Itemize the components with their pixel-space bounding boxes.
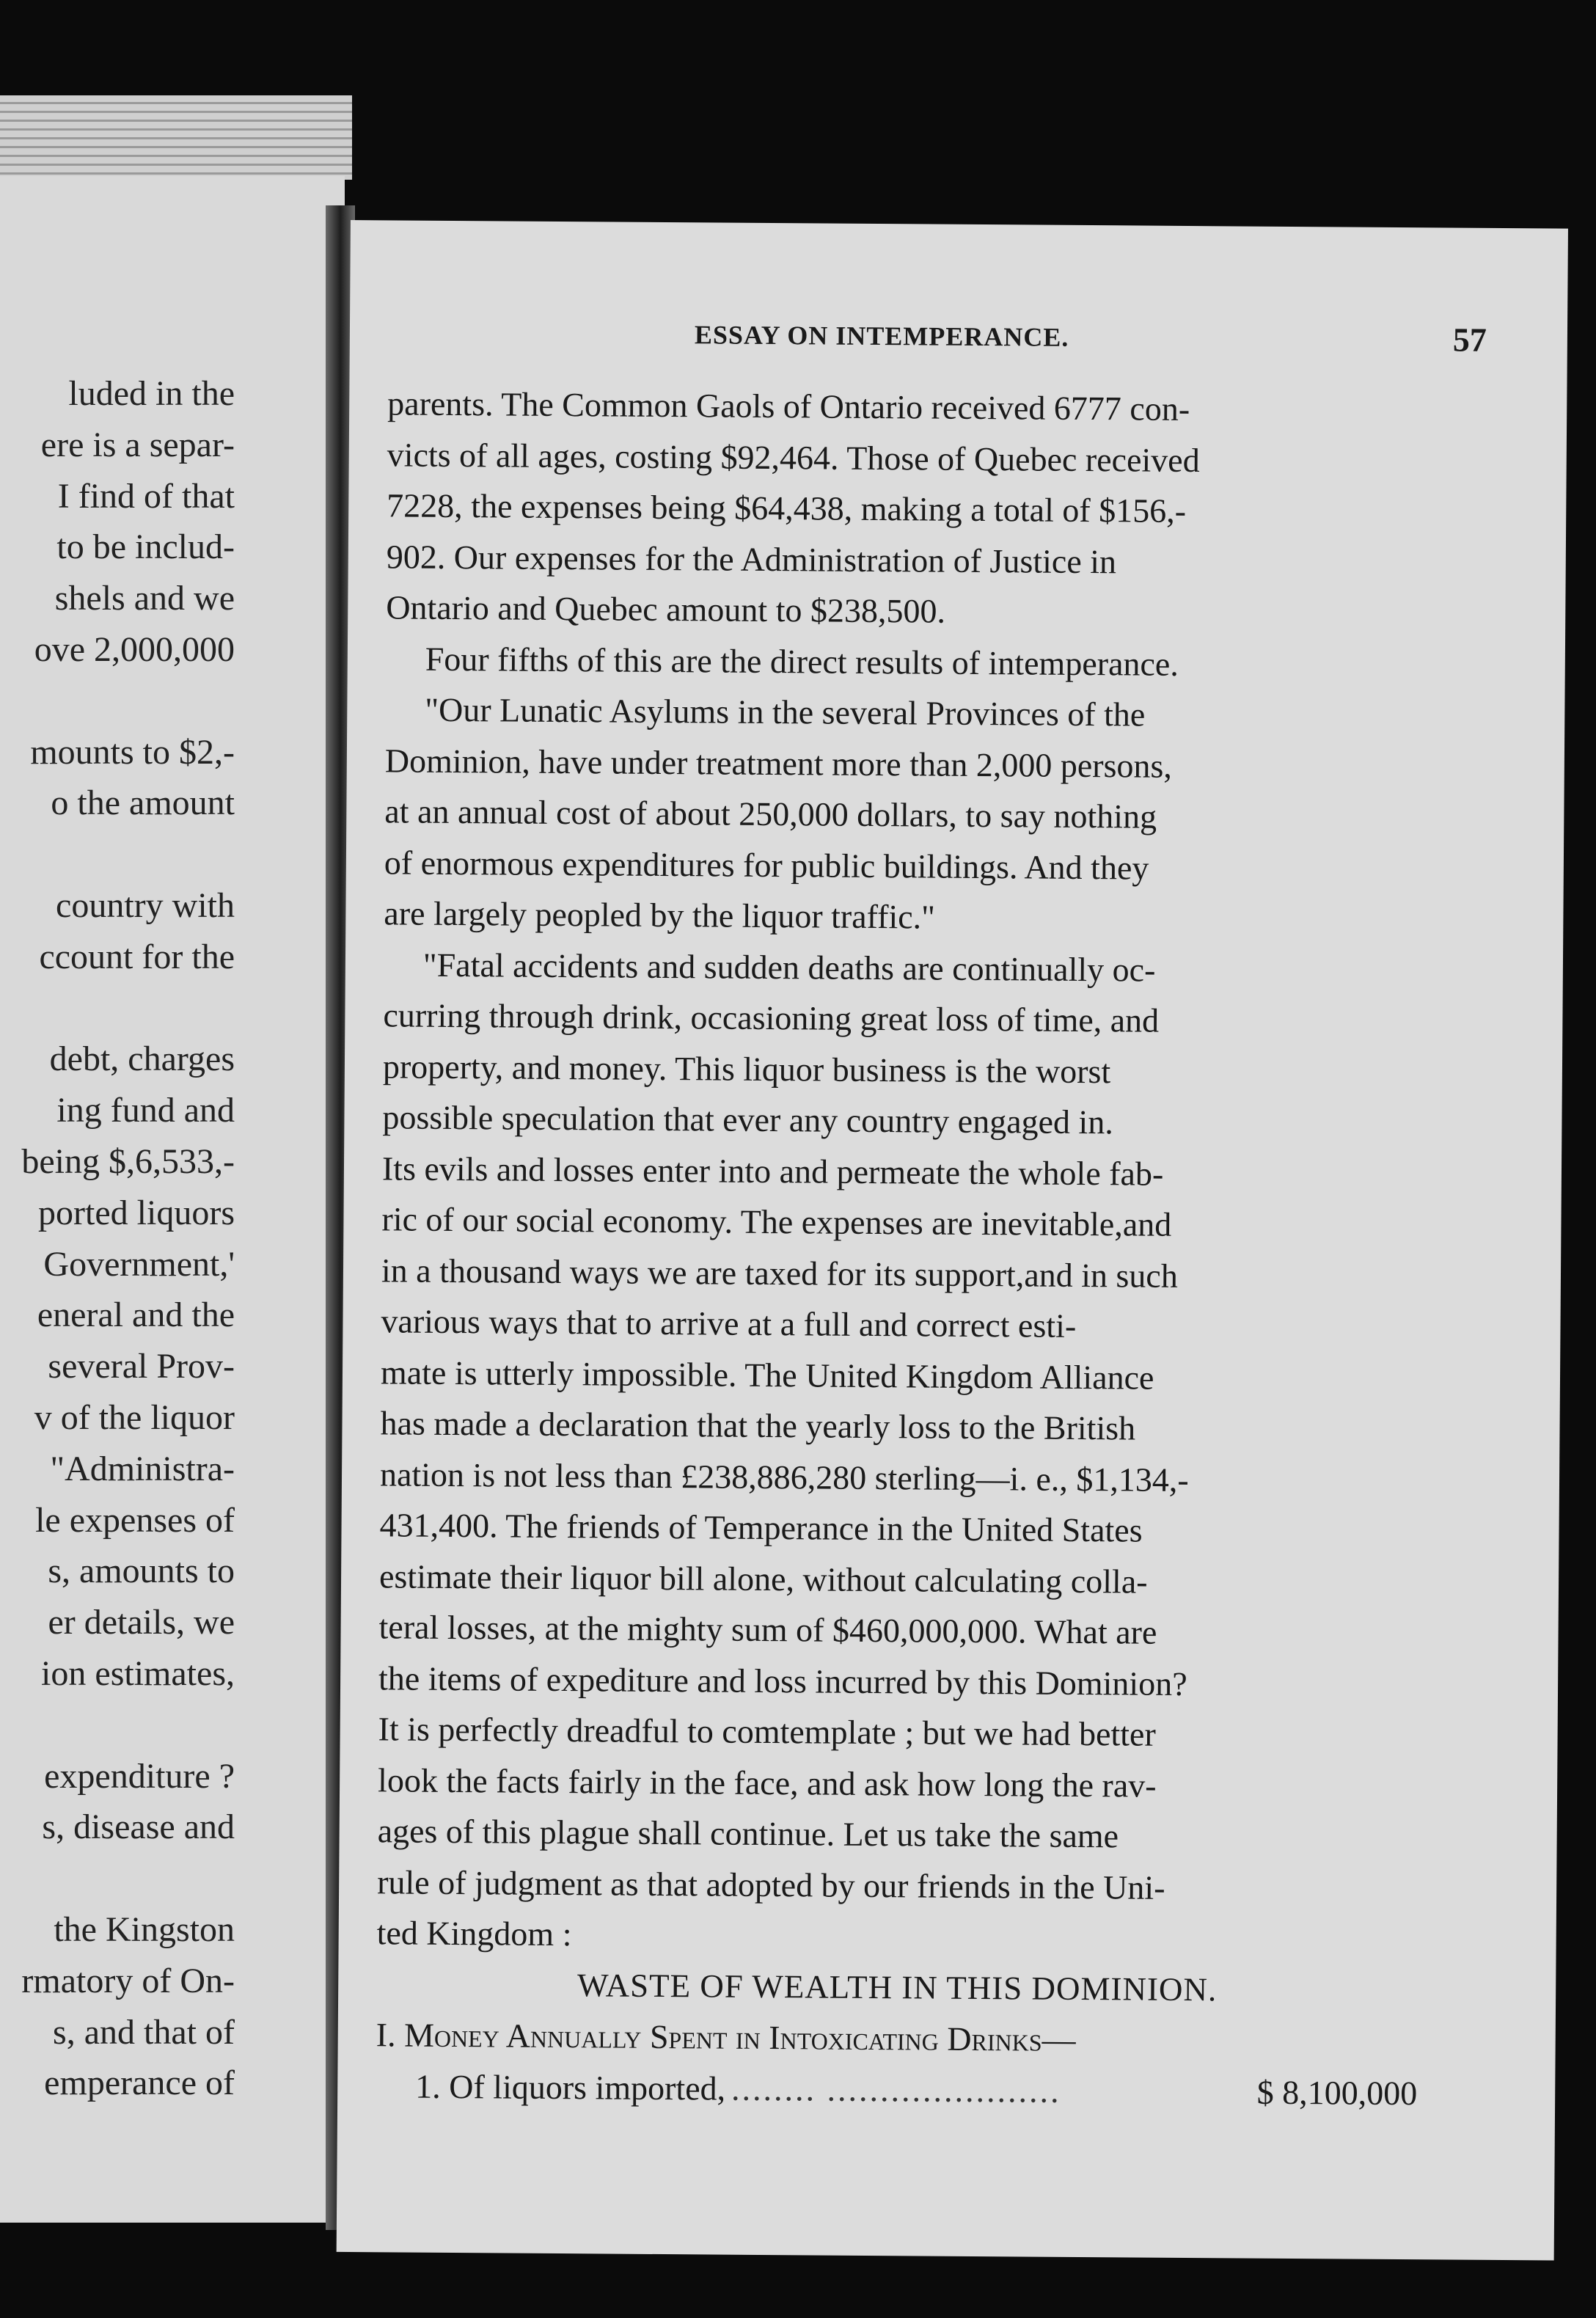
left-page-line: debt, charges [49, 1039, 235, 1079]
text-line: parents. The Common Gaols of Ontario received 6777 con- [387, 384, 1190, 428]
page-header [695, 319, 1487, 369]
left-page-line: Government,' [43, 1244, 235, 1284]
left-page-line: shels and we [54, 579, 235, 618]
text-line: Ontario and Quebec amount to $238,500. [386, 588, 946, 630]
body-text [376, 378, 1429, 2118]
text-line: Four fifths of this are the direct results of intemperance. [425, 640, 1179, 683]
left-page-line: I find of that [57, 476, 235, 516]
text-line: 7228, the expenses being $64,438, making a total of $156,- [387, 486, 1187, 530]
left-page-line: expenditure ? [44, 1756, 235, 1796]
paragraph-lines [376, 378, 1429, 1965]
text-line: various ways that to arrive at a full and correct esti- [381, 1302, 1077, 1345]
text-line: "Fatal accidents and sudden deaths are continually oc- [422, 946, 1156, 989]
expense-item [376, 2061, 1417, 2118]
text-line: property, and money. This liquor business is the worst [382, 1047, 1111, 1090]
section-heading: WASTE OF WEALTH IN THIS DOMINION. [576, 1966, 1218, 2008]
text-line: has made a declaration that the yearly loss to the British [380, 1404, 1136, 1447]
text-line: ted Kingdom : [376, 1914, 572, 1953]
running-title: ESSAY ON INTEMPERANCE. [694, 320, 1069, 352]
left-page [0, 176, 345, 2223]
text-line: victs of all ages, costing $92,464. Those of Quebec received [387, 435, 1200, 479]
left-page-line: s, amounts to [48, 1551, 235, 1591]
text-line: Its evils and losses enter into and permeate the whole fab- [381, 1149, 1164, 1193]
left-page-line: "Administra- [50, 1449, 235, 1488]
text-line: estimate their liquor bill alone, without calculating colla- [378, 1557, 1148, 1601]
left-page-line: the Kingston [54, 1910, 235, 1949]
text-line: "Our Lunatic Asylums in the several Provinces of the [425, 690, 1146, 734]
text-line: nation is not less than £238,886,280 sterling—i. e., $1,134,- [379, 1455, 1189, 1499]
left-page-line: country with [56, 886, 235, 925]
left-page-line: v of the liquor [34, 1398, 235, 1437]
left-page-line: rmatory of On- [21, 1961, 235, 2000]
left-page-line: le expenses of [35, 1500, 235, 1540]
left-page-line: emperance of [44, 2063, 235, 2103]
text-line: look the facts fairly in the face, and ask how long the rav- [377, 1761, 1157, 1805]
left-page-line: to be includ- [56, 527, 235, 567]
text-line: Dominion, have under treatment more than 2,000 persons, [384, 741, 1173, 785]
left-page-line: s, disease and [42, 1807, 235, 1847]
left-page-line: s, and that of [53, 2012, 235, 2052]
text-line: are largely peopled by the liquor traffic." [384, 894, 936, 936]
text-line: ages of this plague shall continue. Let us take the same [377, 1812, 1119, 1855]
item-label: 1. Of liquors imported, [415, 2067, 726, 2107]
text-line: possible speculation that ever any country engaged in. [382, 1098, 1113, 1141]
left-page-line: ccount for the [39, 937, 235, 976]
text-line: ric of our social economy. The expenses are inevitable,and [381, 1200, 1172, 1243]
right-page [337, 220, 1568, 2261]
text-line: the items of expediture and loss incurred by this Dominion? [378, 1659, 1187, 1703]
left-page-line: eneral and the [37, 1295, 235, 1335]
left-page-line: luded in the [68, 374, 235, 413]
text-line: curring through drink, occasioning great loss of time, and [383, 996, 1160, 1039]
left-page-line: ove 2,000,000 [34, 630, 235, 669]
page-number: 57 [1452, 321, 1487, 359]
item-leader-dots: ........ ...................... [731, 2069, 1061, 2110]
text-line: rule of judgment as that adopted by our friends in the Uni- [377, 1862, 1165, 1906]
left-page-line: ing fund and [56, 1091, 235, 1130]
text-line: mate is utterly impossible. The United Kingdom Alliance [380, 1353, 1154, 1397]
left-page-line: ported liquors [38, 1193, 235, 1232]
item-amount: $ 8,100,000 [1256, 2073, 1418, 2112]
text-line: 902. Our expenses for the Administration of Justice in [386, 537, 1117, 580]
left-page-edges [0, 95, 352, 180]
left-page-line: ion estimates, [41, 1654, 235, 1693]
text-line: at an annual cost of about 250,000 dollars, to say nothing [384, 792, 1157, 836]
left-page-line: being $,6,533,- [21, 1142, 235, 1181]
text-line: in a thousand ways we are taxed for its support,and in such [381, 1251, 1179, 1295]
text-line: It is perfectly dreadful to comtemplate ; but we had better [378, 1710, 1156, 1753]
left-page-line: er details, we [48, 1603, 235, 1642]
left-page-line: mounts to $2,- [30, 732, 235, 772]
left-page-line: several Prov- [48, 1347, 235, 1386]
left-page-line: o the amount [51, 783, 235, 823]
left-page-line: ere is a separ- [40, 425, 235, 464]
text-line: of enormous expenditures for public buildings. And they [384, 843, 1149, 887]
text-line: 431,400. The friends of Temperance in the United States [379, 1506, 1143, 1549]
subheading: I. Money Annually Spent in Intoxicating Drinks— [376, 2016, 1076, 2058]
text-line: teral losses, at the mighty sum of $460,000,000. What are [378, 1608, 1157, 1651]
